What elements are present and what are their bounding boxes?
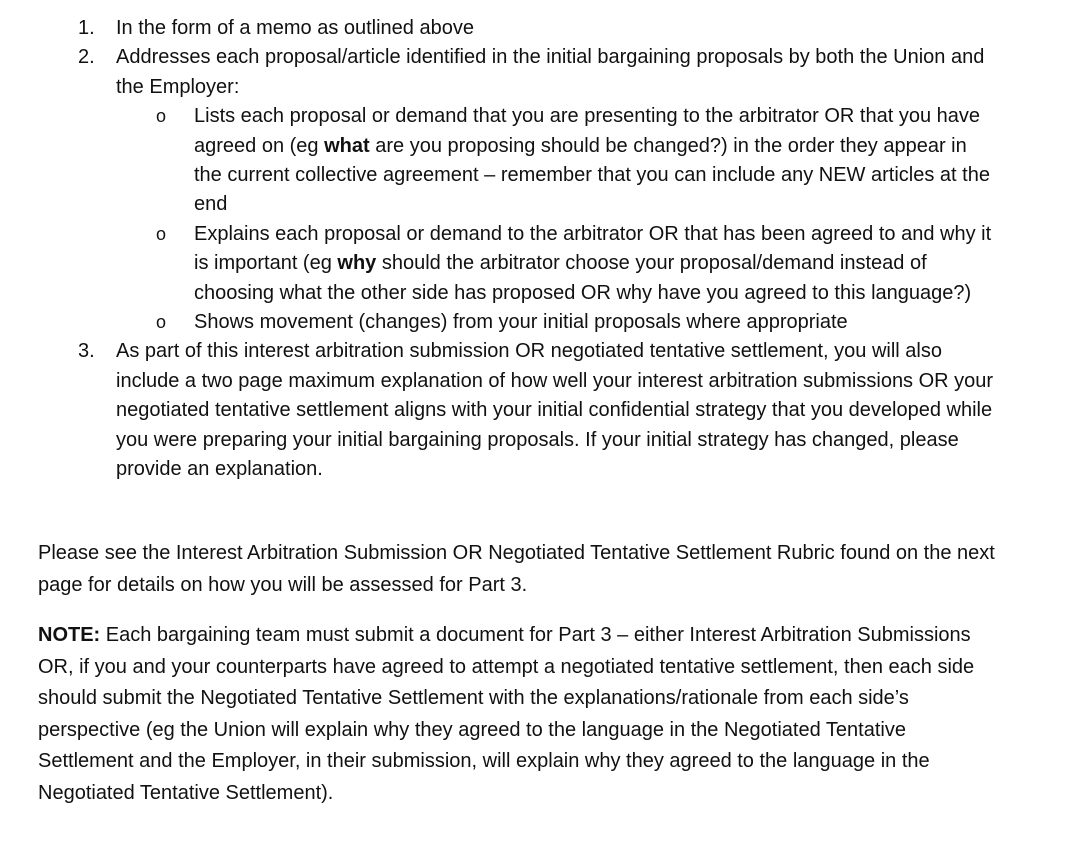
note-text: Each bargaining team must submit a document for Part 3 – either Interest Arbitration Submissions OR, if you and your counterparts have agreed to attempt a negotiated tentative settlement, then each side should submit the Negotiated Tentative Settlement with the explanations/rationale from each side’s perspective (eg the Union will explain why they agreed to the language in the Negotiated Tentative Settlement and the Employer, in their submission, will explain why they agreed to the language in the Negotiated Tentative Settlement).: [38, 624, 975, 804]
text-run: are you proposing should be changed?) in the order they appear in the current collective agreement – remember that you can include any NEW articles at the end: [194, 134, 990, 216]
list-number: 3.: [78, 340, 95, 363]
sub-list-item-text: Shows movement (changes) from your initial proposals where appropriate: [194, 311, 848, 334]
bullet-icon: o: [156, 223, 167, 244]
list-item-text: As part of this interest arbitration submission OR negotiated tentative settlement, you will also include a two page maximum explanation of how well your interest arbitration submissions OR your negotiated tentative settlement aligns with your initial confidential strategy that you developed while you were preparing your initial bargaining proposals. If your initial strategy has changed, please provide an explanation.: [116, 340, 994, 481]
note-paragraph: [38, 620, 998, 809]
list-number: 1.: [78, 17, 95, 39]
list-item-2: [0, 43, 1080, 102]
sub-list-item-1: [0, 102, 1080, 220]
rubric-paragraph: Please see the Interest Arbitration Submission OR Negotiated Tentative Settlement Rubric found on the next page for details on how you will be assessed for Part 3.: [38, 542, 995, 596]
text-run: Lists each proposal or demand that you are presenting to the arbitrator OR that you have agreed on (eg: [194, 105, 981, 157]
bullet-icon: o: [156, 106, 167, 127]
emphasis-text: why: [337, 252, 377, 275]
sub-list-item-2: [0, 220, 1080, 308]
text-run: should the arbitrator choose your proposal/demand instead of choosing what the other side has proposed OR why have you agreed to this language?): [194, 252, 972, 304]
bullet-icon: o: [156, 312, 167, 333]
sub-list-item-3: [0, 308, 1080, 337]
text-run: Explains each proposal or demand to the arbitrator OR that has been agreed to and why it is important (eg: [194, 222, 992, 275]
list-item-text: In the form of a memo as outlined above: [116, 17, 474, 39]
list-number: 2.: [78, 46, 95, 69]
note-label: NOTE:: [38, 624, 101, 646]
numbered-list: [0, 14, 1080, 485]
sub-list-item-text: [194, 102, 994, 220]
list-item-text: Addresses each proposal/article identified in the initial bargaining proposals by both the Union and the Employer:: [116, 46, 985, 98]
emphasis-text: what: [324, 134, 370, 157]
list-item-1: [0, 14, 1080, 43]
list-item-3: [0, 337, 1080, 484]
sub-list-item-text: [194, 220, 994, 308]
